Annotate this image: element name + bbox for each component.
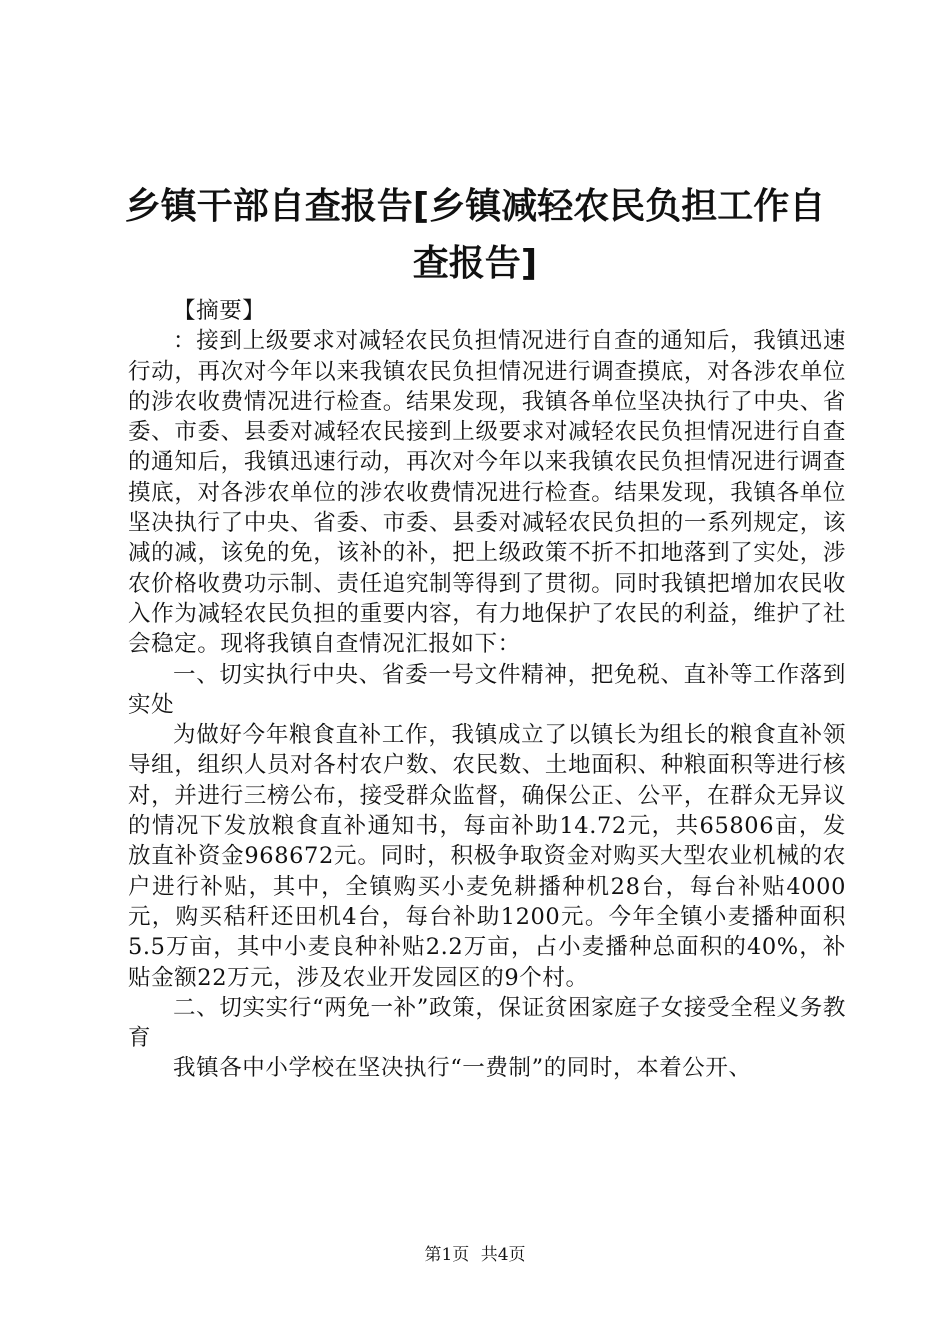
paragraph-intro: ：接到上级要求对减轻农民负担情况进行自查的通知后，我镇迅速行动，再次对今年以来我镇农民负担情况进行调查摸底，对各涉农单位的涉农收费情况进行检查。结果发现，我镇各单位坚决执行了中央、省委、市委、县委对减轻农民接到上级要求对减轻农民负担情况进行自查的通知后，我镇迅速行动，再次对今年以来我镇农民负担情况进行调查摸底，对各涉农单位的涉农收费情况进行检查。结果发现，我镇各单位坚决执行了中央、省委、市委、县委对减轻农民负担的一系列规定，该减的减，该免的免，该补的补，把上级政策不折不扣地落到了实处，涉农价格收费功示制、责任追究制等得到了贯彻。同时我镇把增加农民收入作为减轻农民负担的重要内容，有力地保护了农民的利益，维护了社会稳定。现将我镇自查情况汇报如下： xyxy=(128,328,846,658)
page-footer xyxy=(0,1244,950,1266)
page-number: 第1页 xyxy=(424,1245,470,1265)
document-title: 乡镇干部自查报告[乡镇减轻农民负担工作自查报告] xyxy=(124,186,826,284)
section-heading-1: 一、切实执行中央、省委一号文件精神，把免税、直补等工作落到实处 xyxy=(128,661,846,718)
section-heading-2: 二、切实实行“两免一补”政策，保证贫困家庭子女接受全程义务教育 xyxy=(128,994,846,1052)
document-body xyxy=(128,296,846,1084)
paragraph-schools: 我镇各中小学校在坚决执行“一费制”的同时，本着公开、 xyxy=(173,1055,752,1082)
page-total: 共4页 xyxy=(480,1245,526,1265)
abstract-label: 【摘要】 xyxy=(173,298,266,324)
paragraph-subsidy: 为做好今年粮食直补工作，我镇成立了以镇长为组长的粮食直补领导组，组织人员对各村农户数、农民数、土地面积、种粮面积等进行核对，并进行三榜公布，接受群众监督，确保公正、公平，在群众无异议的情况下发放粮食直补通知书，每亩补助14.72元，共65806亩，发放直补资金968672元。同时，积极争取资金对购买大型农业机械的农户进行补贴，其中，全镇购买小麦免耕播种机28台，每台补贴4000元，购买秸秆还田机4台，每台补助1200元。今年全镇小麦播种面积5.5万亩，其中小麦良种补贴2.2万亩，占小麦播种总面积的40%，补贴金额22万元，涉及农业开发园区的9个村。 xyxy=(128,722,846,991)
